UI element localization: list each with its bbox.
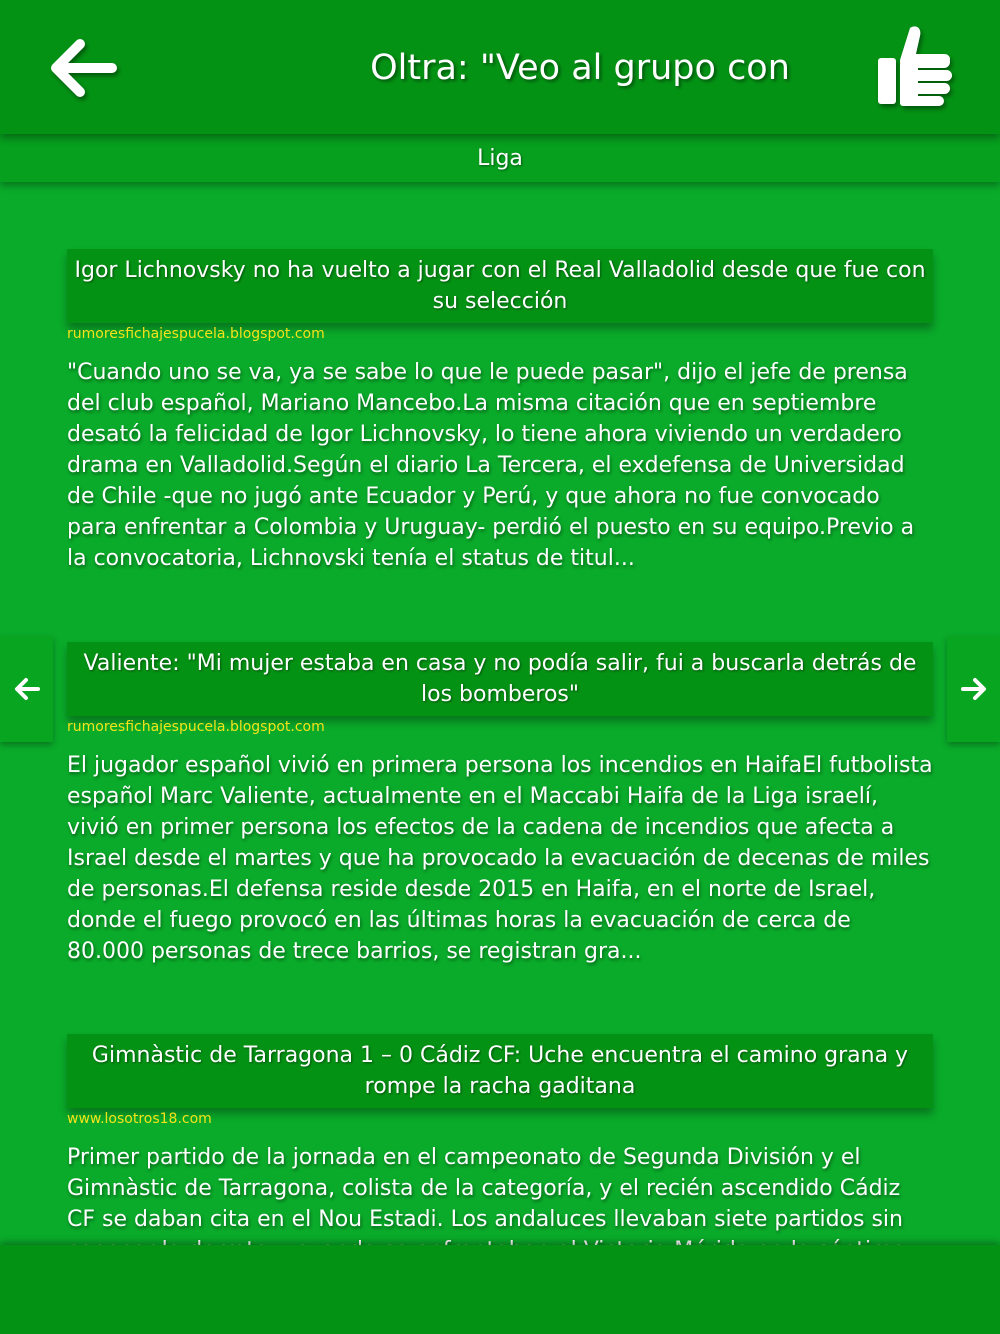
arrow-left-icon: [50, 38, 116, 98]
article-title[interactable]: Igor Lichnovsky no ha vuelto a jugar con el Real Valladolid desde que fue con su selección: [67, 249, 933, 323]
list-item: [67, 642, 933, 967]
arrow-right-icon: [961, 678, 987, 700]
article-title[interactable]: Valiente: "Mi mujer estaba en casa y no podía salir, fui a buscarla detrás de los bomberos": [67, 642, 933, 716]
article-summary: Primer partido de la jornada en el campeonato de Segunda División y el Gimnàstic de Tarragona, colista de la categoría, y el recién ascendido Cádiz CF se daban cita en el Nou Estadi. Los andaluces llevaban siete partidos sin: [67, 1145, 903, 1232]
back-button[interactable]: [50, 38, 116, 98]
article-summary: El jugador español vivió en primera persona los incendios en HaifaEl futbolista español Marc Valiente, actualmente en el Maccabi Haifa de la Liga israelí, vivió en primer persona los efectos de la cadena de incendios que afecta a Israel desde el martes y que ha provocado la evacuación de decenas de miles de personas.El defensa reside desde 2015 en Haifa, en el norte de Israel, donde el fuego provocó en las últimas horas la evacuación de cerca de 80.000 personas de trece barrios, se registran gra...: [67, 753, 933, 964]
top-bar: [0, 0, 1000, 134]
bottom-bar: [0, 1245, 1000, 1334]
article-source-link[interactable]: www.losotros18.com: [67, 1111, 212, 1127]
arrow-left-icon: [14, 678, 40, 700]
page-title: Oltra: "Veo al grupo con: [370, 48, 790, 88]
like-button[interactable]: [872, 22, 956, 112]
previous-button[interactable]: [0, 636, 53, 742]
list-item: [67, 249, 933, 574]
article-title[interactable]: Gimnàstic de Tarragona 1 – 0 Cádiz CF: Uche encuentra el camino grana y rompe la racha gaditana: [67, 1034, 933, 1108]
article-list[interactable]: [0, 182, 1000, 1245]
thumbs-up-icon: [872, 22, 956, 112]
article-source-link[interactable]: rumoresfichajespucela.blogspot.com: [67, 326, 325, 342]
next-button[interactable]: [947, 636, 1000, 742]
article-summary: "Cuando uno se va, ya se sabe lo que le puede pasar", dijo el jefe de prensa del club español, Mariano Mancebo.La misma citación que en septiembre desató la felicidad de Igor Lichnovsky, lo tiene ahora viviendo un verdadero drama en Valladolid.Según el diario La Tercera, el exdefensa de Universidad de Chile -que no jugó ante Ecuador y Perú, y que ahora no fue convocado para enfrentar a Colombia y Uruguay- perdió el puesto en su equipo.Previo a la convocatoria, Lichnovski tenía el status de titul...: [67, 360, 915, 571]
category-bar: Liga: [0, 134, 1000, 182]
article-source-link[interactable]: rumoresfichajespucela.blogspot.com: [67, 719, 325, 735]
